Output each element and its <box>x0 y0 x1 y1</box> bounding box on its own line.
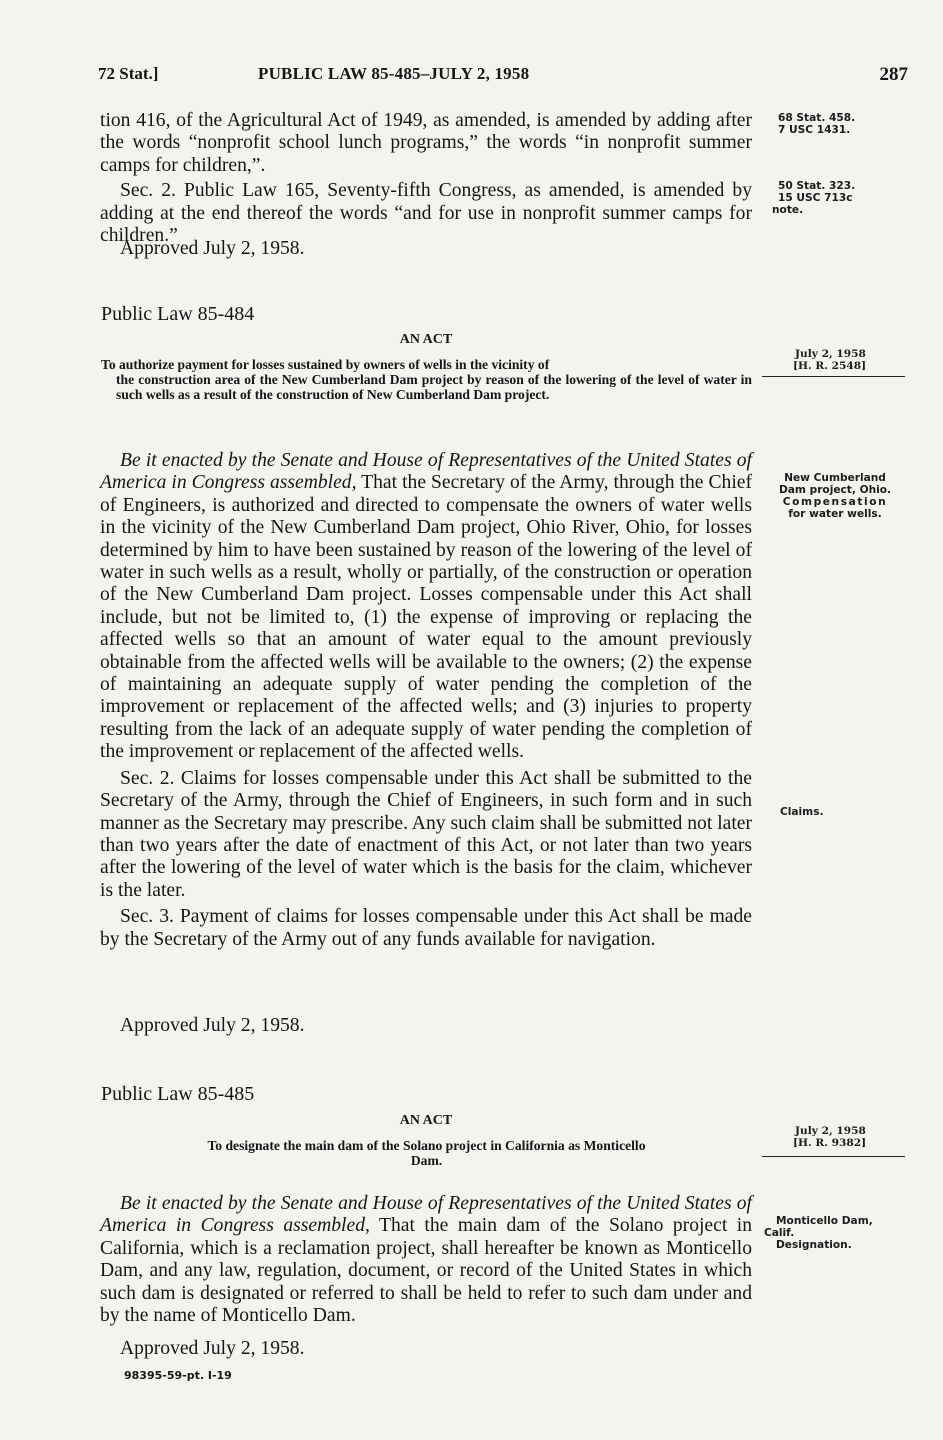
approval-line-prior: Approved July 2, 1958. <box>120 238 305 259</box>
enacting-clause-485: Be it enacted by the Senate and House of Representatives of the United States of America in Congress assembled, <box>100 1193 752 1237</box>
approval-line-485: Approved July 2, 1958. <box>120 1338 305 1359</box>
an-act-heading-484: AN ACT <box>399 332 453 347</box>
margin-citation-1: 68 Stat. 458. 7 USC 1431. <box>778 112 856 136</box>
an-act-heading-485: AN ACT <box>399 1113 453 1128</box>
page-number: 287 <box>879 64 908 85</box>
approval-line-484: Approved July 2, 1958. <box>120 1015 305 1036</box>
section-body-485: Be it enacted by the Senate and House of Representatives of the United States of America in Congress assembled, That the main dam of the Solano project in California, which is a reclamation project, shall hereafter be known as Monticello Dam, and any law, regulation, document, or record of the United States in which such dam is designated or referred to shall be held to refer to such dam under and by the name of Monticello Dam. <box>100 1193 752 1327</box>
section-1: Be it enacted by the Senate and House of Representatives of the United States of America in Congress assembled, That the Secretary of the Army, through the Chief of Engineers, is authorized and directed to compensate the owners of water wells in the vicinity of the New Cumberland Dam project, Ohio River, Ohio, for losses determined by him to have been sustained by reason of the lowering of the level of water in such wells as a result, wholly or partially, of the construction or operation of the New Cumberland Dam project. Losses compensable under this Act shall include, but not be limited to, (1) the expense of improving or replacing the affected wells so that an amount of water equal to the amount previously obtainable from the affected wells will be available to the owners; (2) the expense of maintaining an adequate supply of water pending the completion of the improvement or replacement of the affected wells; and (3) injuries to property resulting from the lack of an adequate supply of water pending the completion of the improvement or replacement of the affected wells. <box>100 450 752 763</box>
law-body-484 <box>100 450 752 951</box>
margin-citation-2: 50 Stat. 323. 15 USC 713c note. <box>772 180 856 216</box>
date-note-484: July 2, 1958 [H. R. 2548] <box>793 348 867 372</box>
volume-reference: 72 Stat.] <box>98 64 159 83</box>
running-title: PUBLIC LAW 85-485–JULY 2, 1958 <box>258 64 530 83</box>
running-header <box>98 64 908 90</box>
print-code-footer: 98395-59-pt. I-19 <box>124 1369 232 1382</box>
date-note-485: July 2, 1958 [H. R. 9382] <box>793 1125 867 1149</box>
margin-note-monticello: Monticello Dam, Calif. Designation. <box>764 1215 873 1251</box>
law-body-485 <box>100 1193 752 1327</box>
law-summary-484: To authorize payment for losses sustained by owners of wells in the vicinity of the construction area of the New Cumberland Dam project by reason of the lowering of the level of water in such wells as a result of the construction of New Cumberland Dam project. <box>101 357 752 403</box>
continued-section <box>100 110 752 247</box>
side-rule-485 <box>762 1156 905 1157</box>
law-title-85-484: Public Law 85-484 <box>101 303 255 325</box>
margin-note-new-cumberland: New Cumberland Dam project, Ohio. Compensation for water wells. <box>778 472 892 520</box>
side-rule-484 <box>762 376 905 377</box>
enacting-clause-484: Be it enacted by the Senate and House of Representatives of the United States of America in Congress assembled, <box>100 450 752 494</box>
section-3: Sec. 3. Payment of claims for losses compensable under this Act shall be made by the Secretary of the Army out of any funds available for navigation. <box>100 906 752 950</box>
law-title-85-485: Public Law 85-485 <box>101 1083 255 1105</box>
continued-paragraph: tion 416, of the Agricultural Act of 1949, as amended, is amended by adding after the words “nonprofit school lunch programs,” the words “in nonprofit summer camps for children,”. <box>100 110 752 176</box>
margin-note-claims: Claims. <box>780 806 824 818</box>
section-2: Sec. 2. Claims for losses compensable under this Act shall be submitted to the Secretary of the Army, through the Chief of Engineers, in such form and in such manner as the Secretary may prescribe. Any such claim shall be submitted not later than two years after the date of enactment of this Act, or not later than two years after the lowering of the level of water which is the basis for the claim, whichever is the later. <box>100 767 752 901</box>
law-summary-485: To designate the main dam of the Solano project in California as Monticello Dam. <box>207 1138 646 1169</box>
section-2-paragraph: Sec. 2. Public Law 165, Seventy-fifth Congress, as amended, is amended by adding at the end thereof the words “and for use in nonprofit summer camps for children.” <box>100 180 752 247</box>
